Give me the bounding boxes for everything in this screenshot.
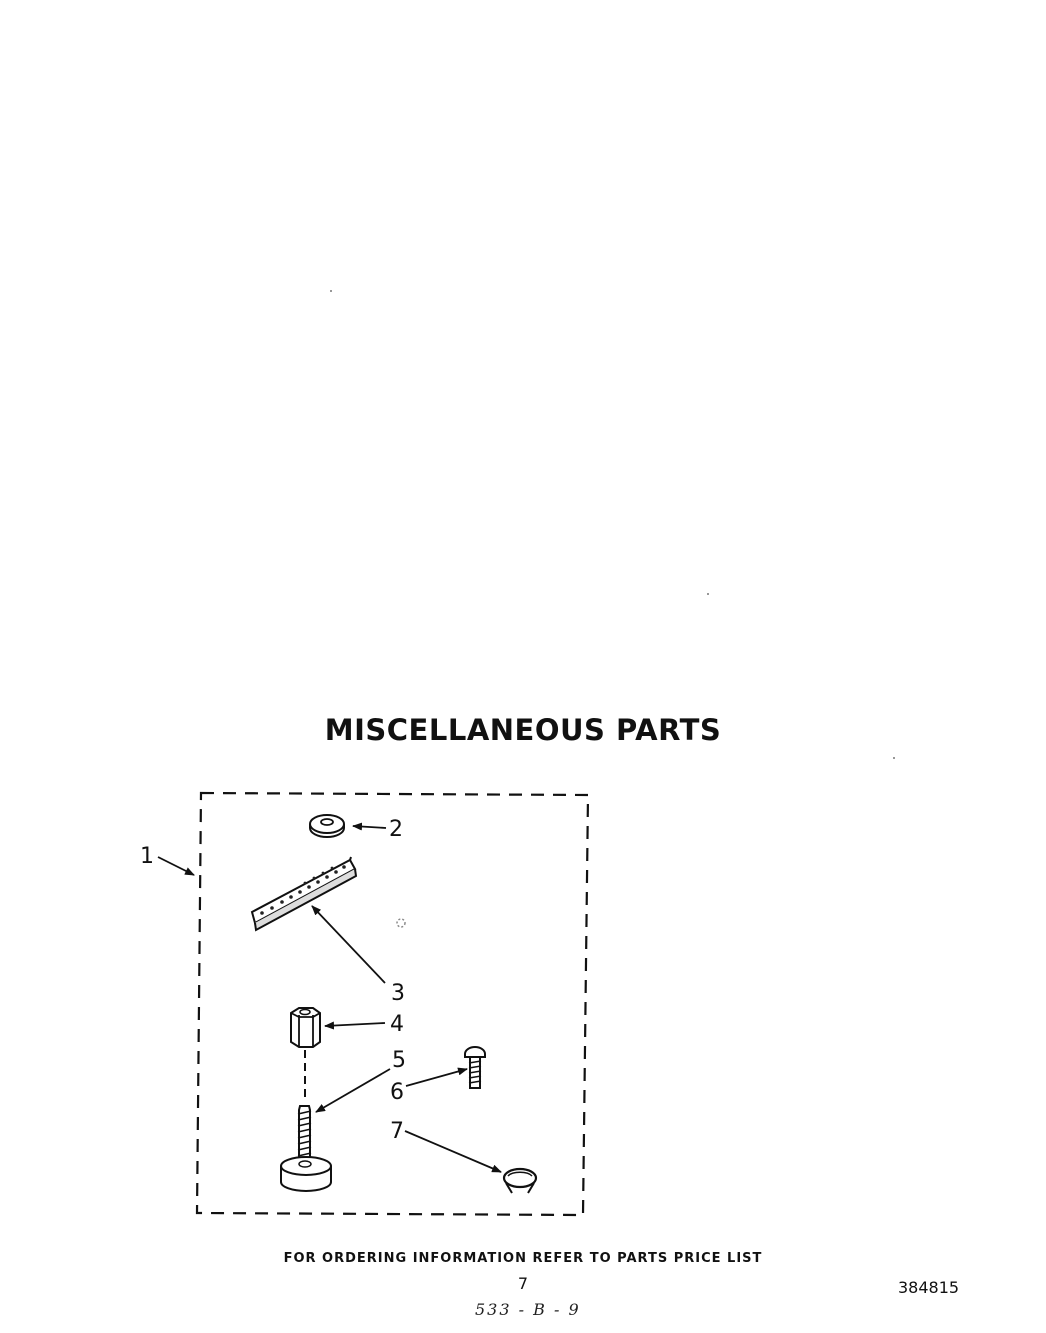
- part-label-6: 6: [390, 1080, 404, 1105]
- part-label-7: 7: [390, 1119, 404, 1144]
- page-number: 7: [517, 1274, 529, 1293]
- scan-mark: [397, 919, 405, 927]
- part-label-3: 3: [391, 981, 405, 1006]
- leveling-leg-part: [281, 1106, 331, 1191]
- handwritten-code: 533 - B - 9: [475, 1300, 581, 1319]
- perforated-strap-part: [252, 857, 356, 930]
- spring-clip-part: [504, 1169, 536, 1193]
- part-label-4: 4: [390, 1012, 404, 1037]
- part-label-1: 1: [140, 844, 154, 869]
- document-number: 384815: [898, 1278, 960, 1297]
- part-label-5: 5: [392, 1048, 406, 1073]
- ordering-info-note: FOR ORDERING INFORMATION REFER TO PARTS PRICE LIST: [283, 1251, 763, 1266]
- washer-part: [310, 815, 344, 837]
- page-title: MISCELLANEOUS PARTS: [324, 713, 722, 747]
- hex-coupling-nut-part: [291, 1008, 320, 1047]
- part-label-2: 2: [389, 817, 403, 842]
- screw-part: [465, 1047, 485, 1088]
